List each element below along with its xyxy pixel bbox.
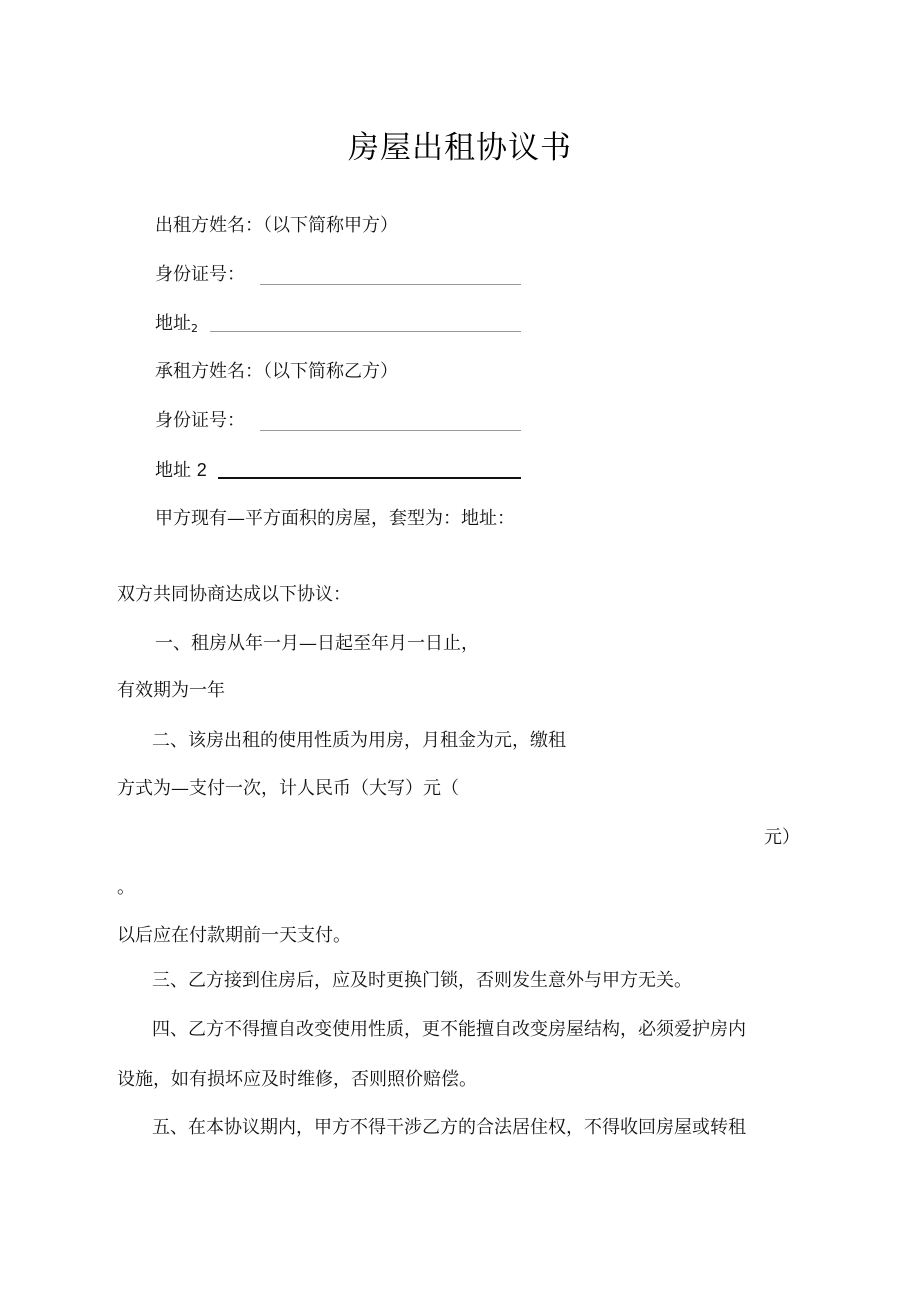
clause-3-line: 三、乙方接到住房后，应及时更换门锁，否则发生意外与甲方无关。 xyxy=(152,970,692,991)
lessor-address-line xyxy=(155,312,198,341)
lessor-name-line: 出租方姓名：（以下简称甲方） xyxy=(155,215,398,236)
clause-2-line-4: 。 xyxy=(117,877,135,898)
clause-1-line-2: 有效期为一年 xyxy=(117,680,225,701)
document-title: 房屋出租协议书 xyxy=(348,130,572,166)
lessor-id-label: 身份证号： xyxy=(155,264,245,285)
lessee-id-blank xyxy=(260,430,521,431)
lessor-address-blank xyxy=(210,331,521,332)
lessee-address-line xyxy=(155,458,207,483)
clause-4-line-1: 四、乙方不得擅自改变使用性质，更不能擅自改变房屋结构，必须爱护房内 xyxy=(152,1019,746,1040)
clause-4-line-2: 设施，如有损坏应及时维修，否则照价赔偿。 xyxy=(117,1069,477,1090)
lessor-address-label: 地址 xyxy=(155,313,191,334)
lessee-address-blank xyxy=(218,477,521,479)
lessor-id-blank xyxy=(260,284,521,285)
lessee-address-mark: 2 xyxy=(196,460,207,480)
clause-2-line-3: 元） xyxy=(764,827,800,848)
clause-2-line-5: 以后应在付款期前一天支付。 xyxy=(117,925,351,946)
clause-2-line-1: 二、该房出租的使用性质为用房，月租金为元，缴租 xyxy=(152,730,566,751)
lessee-address-label: 地址 xyxy=(155,460,191,481)
clause-1-line-1: 一、租房从年一月—日起至年月一日止， xyxy=(155,633,479,654)
clause-2-line-2: 方式为—支付一次，计人民币（大写）元（ xyxy=(117,778,459,799)
clause-5-line-1: 五、在本协议期内，甲方不得干涉乙方的合法居住权，不得收回房屋或转租 xyxy=(152,1117,746,1138)
lessee-id-label: 身份证号： xyxy=(155,410,245,431)
lessor-address-mark: 2 xyxy=(191,322,198,335)
agreement-intro: 双方共同协商达成以下协议： xyxy=(117,584,351,605)
lessee-name-line: 承租方姓名：（以下简称乙方） xyxy=(155,361,398,382)
property-line: 甲方现有—平方面积的房屋，套型为：地址： xyxy=(155,508,515,529)
